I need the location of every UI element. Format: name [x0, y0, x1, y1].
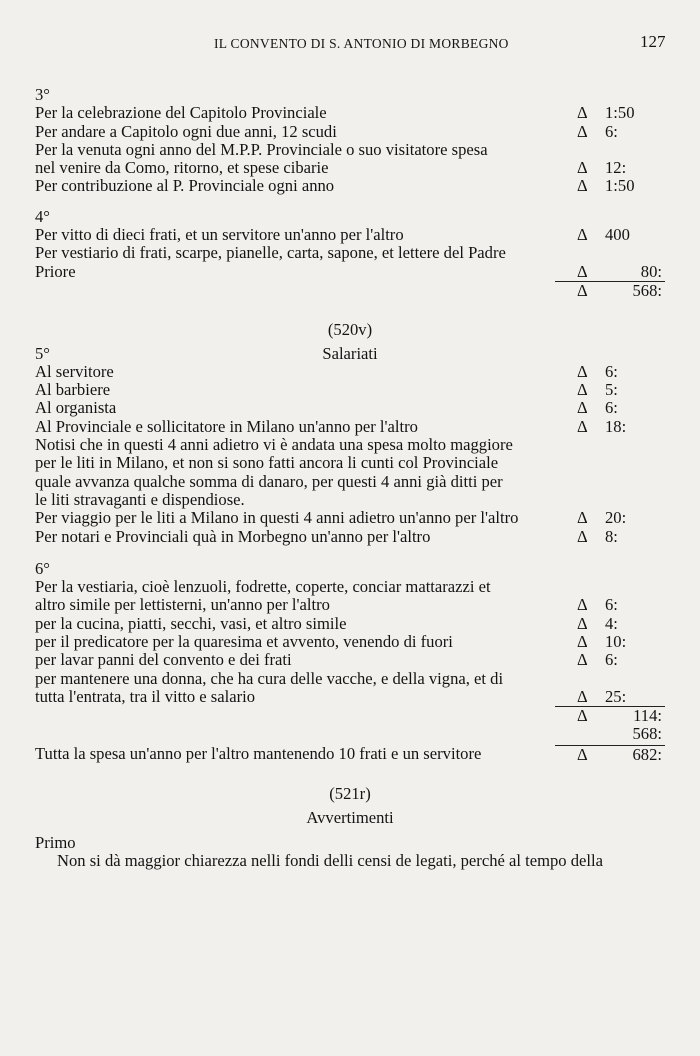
delta-symbol: Δ: [577, 595, 588, 615]
entry-line: [35, 177, 665, 195]
entry-text: Per la venuta ogni anno del M.P.P. Provinciale o suo visitatore spesa: [35, 139, 488, 159]
entry-line: [35, 615, 665, 633]
delta-symbol: Δ: [577, 176, 588, 196]
delta-symbol: Δ: [577, 280, 588, 300]
delta-symbol: Δ: [577, 632, 588, 652]
sum-rule: [555, 706, 665, 725]
delta-symbol: Δ: [577, 158, 588, 178]
entry-amount: 6:: [605, 650, 618, 670]
delta-symbol: Δ: [577, 225, 588, 245]
entry-amount: 25:: [605, 686, 627, 706]
entry-text: Al servitore: [35, 361, 114, 381]
delta-symbol: Δ: [577, 103, 588, 123]
entry-text: altro simile per lettisterni, un'anno per l'altro: [35, 595, 330, 615]
entry-text: Per la celebrazione del Capitolo Provinciale: [35, 103, 327, 123]
entry-amount: 80:: [640, 261, 662, 281]
entry-line: [35, 399, 665, 417]
section-5-heading: 5°: [35, 343, 50, 363]
entry-line: [35, 578, 665, 596]
delta-symbol: Δ: [577, 398, 588, 418]
entry-text: Per andare a Capitolo ogni due anni, 12 scudi: [35, 121, 337, 141]
folio-marker: (521r): [329, 784, 371, 804]
entry-line: [35, 509, 665, 527]
entry-text: tutta l'entrata, tra il vitto e salario: [35, 686, 256, 706]
entry-text: Per notari e Provinciali quà in Morbegno un'anno per l'altro: [35, 526, 431, 546]
entry-amount: 6:: [605, 398, 618, 418]
carried-total: 568:: [632, 723, 662, 743]
delta-symbol: Δ: [577, 526, 588, 546]
avvertimenti-heading: Avvertimenti: [306, 808, 394, 828]
section-6-heading: 6°: [35, 558, 50, 578]
entry-line: [35, 596, 665, 614]
entry-text: Al barbiere: [35, 380, 111, 400]
entry-line: [35, 528, 665, 546]
entry-line: [35, 226, 665, 244]
section-3-heading: 3°: [35, 85, 50, 104]
document-body: [35, 86, 665, 870]
note-line: le liti stravaganti e dispendiose.: [35, 489, 245, 509]
delta-symbol: Δ: [577, 416, 588, 436]
paragraph-line: Non si dà maggior chiarezza nelli fondi delli censi de legati, perché al tempo della: [57, 850, 603, 870]
section-4-heading: 4°: [35, 206, 50, 226]
entry-amount: 8:: [605, 526, 618, 546]
entry-text: Al organista: [35, 398, 117, 418]
entry-line: [35, 688, 665, 706]
delta-symbol: Δ: [577, 508, 588, 528]
entry-amount: 5:: [605, 380, 618, 400]
delta-symbol: Δ: [577, 706, 588, 726]
page-header: [0, 34, 700, 56]
entry-line: [35, 159, 665, 177]
entry-amount: 1:50: [605, 176, 635, 196]
section-title: Salariati: [322, 343, 378, 363]
grand-total-amount: 682:: [632, 744, 662, 764]
entry-line: [35, 381, 665, 399]
section-4-total: 568:: [632, 280, 662, 300]
sum-rule: [555, 281, 665, 300]
delta-symbol: Δ: [577, 121, 588, 141]
entry-text: per il predicatore per la quaresima et avvento, venendo di fuori: [35, 632, 453, 652]
entry-text: Per viaggio per le liti a Milano in questi 4 anni adietro un'anno per l'altro: [35, 508, 519, 528]
entry-amount: 4:: [605, 613, 618, 633]
entry-amount: 10:: [605, 632, 627, 652]
entry-text: Per contribuzione al P. Provinciale ogni anno: [35, 176, 335, 196]
entry-line: [35, 244, 665, 262]
section-6-subtotal-line: [35, 706, 665, 724]
delta-symbol: Δ: [577, 744, 588, 764]
delta-symbol: Δ: [577, 261, 588, 281]
note-line: Notisi che in questi 4 anni adietro vi è andata una spesa molto maggiore: [35, 435, 513, 455]
entry-line: [35, 670, 665, 688]
note-line: quale avvanza qualche somma di danaro, per questi 4 anni già ditti per: [35, 471, 503, 491]
delta-symbol: Δ: [577, 686, 588, 706]
page-number: 127: [640, 32, 666, 51]
section-5-header: [35, 345, 665, 363]
entry-line: [35, 104, 665, 122]
delta-symbol: Δ: [577, 650, 588, 670]
carried-total-line: [35, 725, 665, 743]
entry-line: [35, 141, 665, 159]
folio-marker: (520v): [327, 320, 373, 340]
entry-amount: 400: [605, 225, 630, 245]
entry-line: [35, 633, 665, 651]
note-line: per le liti in Milano, et non si sono fatti ancora li cunti col Provinciale: [35, 453, 499, 473]
primo-heading: Primo: [35, 832, 76, 852]
entry-text: per la cucina, piatti, secchi, vasi, et altro simile: [35, 613, 347, 633]
delta-symbol: Δ: [577, 380, 588, 400]
sum-rule: [555, 745, 665, 764]
entry-text: Al Provinciale e sollicitatore in Milano un'anno per l'altro: [35, 416, 418, 436]
entry-text: Per vestiario di frati, scarpe, pianelle, carta, sapone, et lettere del Padre: [35, 243, 506, 263]
running-head: IL CONVENTO DI S. ANTONIO DI MORBEGNO: [214, 36, 509, 51]
grand-total-line: [35, 745, 665, 763]
section-6-subtotal: 114:: [633, 706, 662, 726]
section-4-total-line: [35, 281, 665, 299]
entry-amount: 20:: [605, 508, 627, 528]
entry-amount: 6:: [605, 121, 618, 141]
entry-line: [35, 123, 665, 141]
entry-amount: 18:: [605, 416, 627, 436]
entry-text: per mantenere una donna, che ha cura delle vacche, e della vigna, et di: [35, 668, 504, 688]
entry-text: Per la vestiaria, cioè lenzuoli, fodrette, coperte, conciar mattarazzi et: [35, 577, 491, 597]
entry-line: [35, 418, 665, 436]
entry-line: [35, 263, 665, 281]
entry-text: Priore: [35, 261, 76, 281]
entry-amount: 6:: [605, 595, 618, 615]
delta-symbol: Δ: [577, 361, 588, 381]
entry-text: per lavar panni del convento e dei frati: [35, 650, 292, 670]
entry-text: nel venire da Como, ritorno, et spese cibarie: [35, 158, 329, 178]
entry-line: [35, 363, 665, 381]
grand-total-text: Tutta la spesa un'anno per l'altro mantenendo 10 frati e un servitore: [35, 743, 482, 763]
entry-amount: 1:50: [605, 103, 635, 123]
entry-amount: 12:: [605, 158, 627, 178]
entry-amount: 6:: [605, 361, 618, 381]
entry-text: Per vitto di dieci frati, et un servitore un'anno per l'altro: [35, 225, 404, 245]
delta-symbol: Δ: [577, 613, 588, 633]
entry-line: [35, 651, 665, 669]
